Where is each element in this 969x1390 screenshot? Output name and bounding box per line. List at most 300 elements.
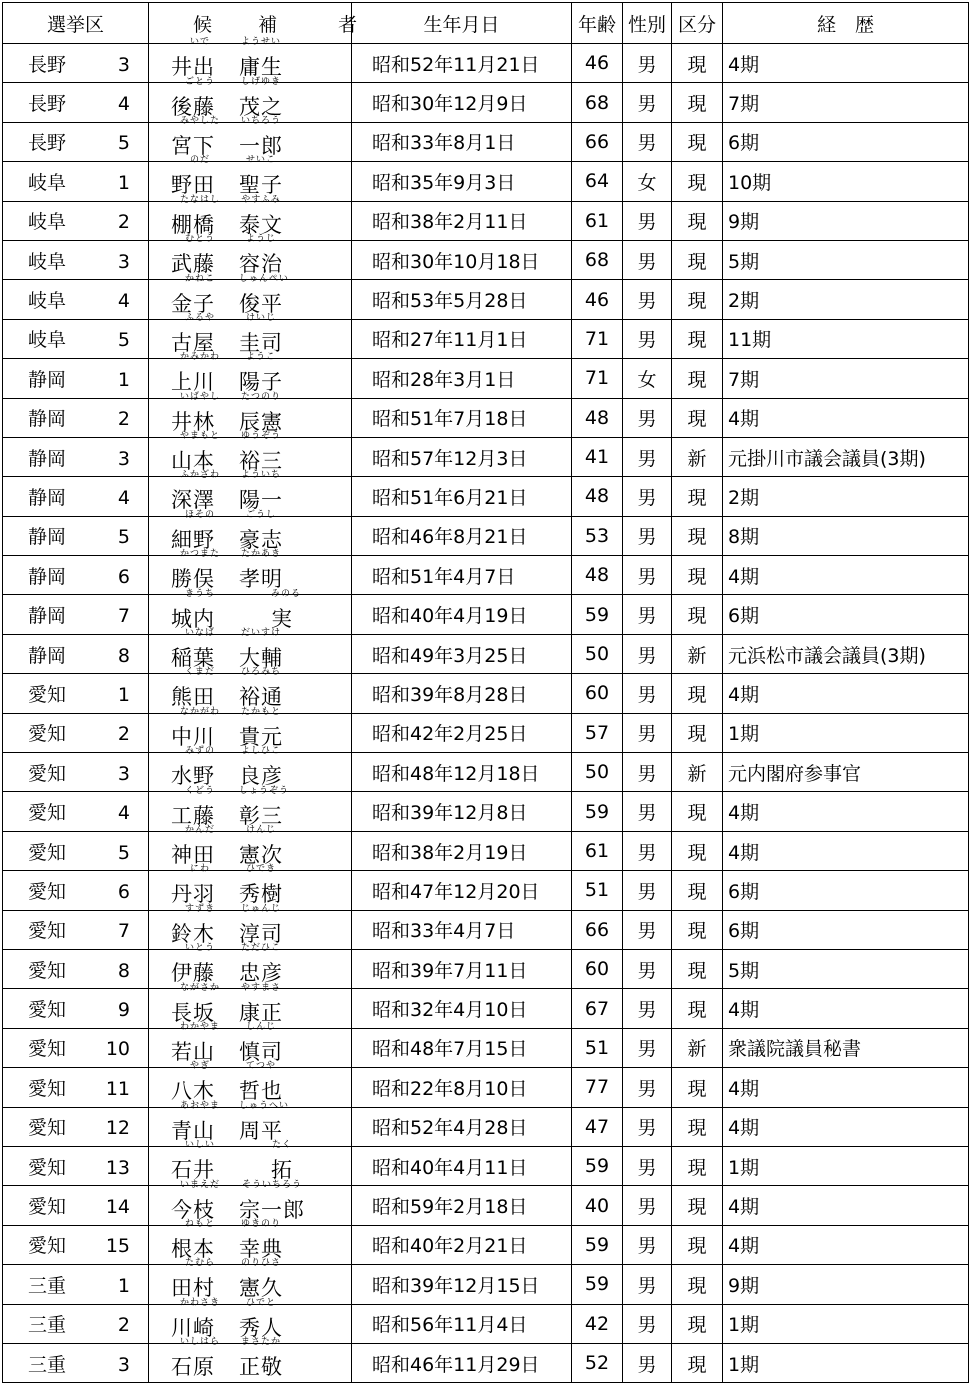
given-name-kanji: 茂之 [239, 94, 283, 119]
prefecture: 愛知 [28, 841, 67, 864]
given-name-furigana: よういち [240, 470, 281, 481]
table-row [3, 1186, 969, 1225]
given-name-furigana: しょうぞう [239, 785, 290, 796]
surname-furigana: くどう [184, 785, 215, 796]
history: 5期 [723, 949, 969, 988]
age: 59 [572, 792, 623, 831]
table-row [3, 556, 969, 595]
age: 71 [572, 359, 623, 398]
district-number: 8 [117, 644, 130, 667]
history: 8期 [723, 516, 969, 555]
prefecture: 静岡 [28, 447, 67, 470]
sex: 男 [623, 1304, 672, 1343]
sex: 男 [623, 1107, 672, 1146]
age: 60 [572, 674, 623, 713]
header-history-label: 経 歴 [816, 13, 874, 36]
kubun: 現 [672, 280, 723, 319]
sex: 女 [623, 359, 672, 398]
surname [171, 982, 229, 1025]
surname-furigana: にわ [189, 864, 210, 875]
given-name-furigana: しんじ [245, 1021, 276, 1032]
table-row [3, 201, 969, 240]
age: 41 [572, 437, 623, 476]
given-name-furigana: ようこ [245, 352, 276, 363]
sex: 男 [623, 122, 672, 161]
given-name [239, 706, 283, 749]
given-name [239, 903, 283, 946]
kubun: 現 [672, 122, 723, 161]
table-row [3, 398, 969, 437]
age: 48 [572, 556, 623, 595]
table-row [3, 1068, 969, 1107]
age: 66 [572, 122, 623, 161]
surname-kanji: 水野 [171, 764, 215, 789]
birth-date: 昭和51年4月7日 [352, 556, 572, 595]
surname [171, 746, 229, 789]
kubun: 新 [672, 753, 723, 792]
given-name-kanji: 豪志 [239, 527, 283, 552]
given-name-kanji: 憲次 [239, 843, 283, 867]
surname [171, 549, 229, 592]
table-row [3, 634, 969, 673]
birth-date: 昭和42年2月25日 [352, 713, 572, 752]
given-name-furigana: じゅんじ [240, 903, 281, 914]
given-name [239, 509, 283, 552]
district-cell [3, 201, 149, 240]
given-name-furigana: しゅうへい [239, 1100, 290, 1111]
sex: 男 [623, 516, 672, 555]
surname [171, 706, 229, 749]
surname-furigana: ごとう [184, 76, 215, 87]
surname [171, 903, 229, 946]
surname-furigana: なかがわ [179, 706, 220, 717]
age: 59 [572, 1225, 623, 1264]
district-number: 4 [117, 93, 130, 116]
surname-furigana: たむら [184, 1258, 215, 1269]
header-name-part: 補 [258, 13, 278, 36]
sex: 男 [623, 1343, 672, 1382]
given-name [239, 1100, 290, 1143]
given-name [239, 391, 283, 434]
given-name-kanji: 慎司 [239, 1039, 283, 1064]
sex: 男 [623, 1225, 672, 1264]
kubun: 現 [672, 831, 723, 870]
age: 40 [572, 1186, 623, 1225]
surname-kanji: 稲葉 [171, 646, 215, 671]
district-cell [3, 989, 149, 1028]
prefecture: 三重 [28, 1314, 67, 1337]
birth-date: 昭和39年7月11日 [352, 949, 572, 988]
surname-kanji: 深澤 [171, 488, 215, 513]
surname [171, 431, 229, 474]
birth-date: 昭和32年4月10日 [352, 989, 572, 1028]
district-cell [3, 871, 149, 910]
table-row [3, 319, 969, 358]
prefecture: 静岡 [28, 486, 67, 509]
given-name-furigana: ひでと [245, 1297, 276, 1308]
district-number: 4 [117, 290, 130, 313]
age: 66 [572, 910, 623, 949]
history: 11期 [723, 319, 969, 358]
sex: 男 [623, 44, 672, 83]
surname-kanji: 八木 [171, 1079, 215, 1104]
given-name-furigana: しげゆき [240, 76, 281, 87]
district-cell [3, 910, 149, 949]
surname [171, 864, 229, 907]
kubun: 新 [672, 634, 723, 673]
birth-date: 昭和59年2月18日 [352, 1186, 572, 1225]
birth-date: 昭和51年6月21日 [352, 477, 572, 516]
header-name-part: 者 [338, 13, 358, 36]
district-cell [3, 792, 149, 831]
table-row [3, 674, 969, 713]
surname-kanji: 根本 [171, 1236, 215, 1261]
sex: 男 [623, 1265, 672, 1304]
birth-date: 昭和57年12月3日 [352, 437, 572, 476]
header-district: 選挙区 [3, 3, 149, 44]
given-name-kanji: 康正 [239, 1000, 283, 1025]
birth-date: 昭和39年12月15日 [352, 1265, 572, 1304]
age: 46 [572, 280, 623, 319]
given-name-kanji: 貴元 [239, 724, 283, 749]
surname [171, 1337, 229, 1380]
table-row [3, 240, 969, 279]
surname-kanji: 伊藤 [171, 961, 215, 986]
given-name-kanji: 一郎 [239, 133, 283, 158]
sex: 男 [623, 556, 672, 595]
history: 4期 [723, 792, 969, 831]
surname-furigana: いで [189, 37, 210, 48]
surname-furigana: きうち [184, 588, 215, 599]
kubun: 新 [672, 1028, 723, 1067]
prefecture: 愛知 [28, 802, 67, 825]
header-row [3, 3, 969, 44]
district-number: 8 [117, 959, 130, 982]
birth-date: 昭和46年11月29日 [352, 1343, 572, 1382]
surname-furigana: たなはし [179, 194, 220, 205]
prefecture: 愛知 [28, 762, 67, 785]
age: 77 [572, 1068, 623, 1107]
district-number: 3 [117, 762, 130, 785]
prefecture: 静岡 [28, 526, 67, 549]
surname [171, 1218, 229, 1261]
surname [171, 628, 229, 671]
given-name-kanji: 忠彦 [239, 961, 283, 986]
given-name-furigana: のりひさ [240, 1258, 281, 1269]
given-name [239, 1337, 283, 1380]
birth-date: 昭和52年11月21日 [352, 44, 572, 83]
history: 4期 [723, 989, 969, 1028]
surname-furigana: かわさき [179, 1297, 220, 1308]
district-number: 2 [117, 1314, 130, 1337]
sex: 男 [623, 910, 672, 949]
given-name [239, 1297, 283, 1340]
age: 47 [572, 1107, 623, 1146]
history: 4期 [723, 556, 969, 595]
given-name-furigana: よしひこ [240, 746, 281, 757]
district-cell [3, 1343, 149, 1382]
district-cell [3, 1028, 149, 1067]
history: 7期 [723, 83, 969, 122]
given-name [271, 588, 302, 631]
surname-kanji: 青山 [171, 1118, 215, 1143]
surname-furigana: あおやま [179, 1100, 220, 1111]
birth-date: 昭和30年12月9日 [352, 83, 572, 122]
table-row [3, 44, 969, 83]
sex: 男 [623, 1146, 672, 1185]
table-row [3, 989, 969, 1028]
given-name-furigana: せいこ [245, 155, 276, 166]
prefecture: 長野 [28, 132, 67, 155]
given-name-kanji: 裕三 [239, 449, 283, 474]
age: 59 [572, 595, 623, 634]
history: 衆議院議員秘書 [723, 1028, 969, 1067]
history: 6期 [723, 910, 969, 949]
given-name-kanji: 幸典 [239, 1236, 283, 1261]
age: 46 [572, 44, 623, 83]
district-cell [3, 280, 149, 319]
sex: 男 [623, 319, 672, 358]
birth-date: 昭和28年3月1日 [352, 359, 572, 398]
given-name-kanji: 実 [271, 606, 293, 631]
age: 61 [572, 201, 623, 240]
surname-kanji: 金子 [171, 291, 215, 316]
candidate-table [2, 2, 969, 1383]
birth-date: 昭和46年8月21日 [352, 516, 572, 555]
surname-furigana: むとう [184, 234, 215, 245]
birth-date: 昭和51年7月18日 [352, 398, 572, 437]
given-name [239, 431, 283, 474]
surname-kanji: 中川 [171, 724, 215, 749]
kubun: 現 [672, 516, 723, 555]
surname-kanji: 井出 [171, 55, 215, 80]
surname-furigana: いしはら [179, 1337, 220, 1348]
given-name-furigana: けいじ [245, 312, 276, 323]
surname-furigana: わかやま [179, 1021, 220, 1032]
district-number: 1 [117, 368, 130, 391]
kubun: 現 [672, 595, 723, 634]
district-number: 1 [117, 1274, 130, 1297]
surname-kanji: 川崎 [171, 1315, 215, 1340]
prefecture: 愛知 [28, 1077, 67, 1100]
district-cell [3, 44, 149, 83]
surname-furigana: いとう [184, 943, 215, 954]
surname [171, 943, 229, 986]
history: 2期 [723, 280, 969, 319]
district-cell [3, 477, 149, 516]
given-name [239, 1021, 283, 1064]
surname [171, 1297, 229, 1340]
birth-date: 昭和38年2月19日 [352, 831, 572, 870]
given-name-kanji: 孝明 [239, 567, 283, 592]
kubun: 現 [672, 910, 723, 949]
given-name-kanji: 宗一郎 [239, 1197, 305, 1222]
district-number: 2 [117, 408, 130, 431]
history: 4期 [723, 44, 969, 83]
sex: 男 [623, 634, 672, 673]
district-number: 3 [117, 1353, 130, 1376]
kubun: 現 [672, 1107, 723, 1146]
birth-date: 昭和53年5月28日 [352, 280, 572, 319]
history: 6期 [723, 122, 969, 161]
given-name-furigana: みのる [271, 588, 302, 599]
kubun: 現 [672, 1225, 723, 1264]
table-body [3, 37, 969, 1383]
table-row [3, 1107, 969, 1146]
age: 50 [572, 634, 623, 673]
surname-kanji: 長坂 [171, 1000, 215, 1025]
given-name [239, 194, 283, 237]
given-name [239, 234, 283, 277]
surname [171, 1140, 229, 1183]
prefecture: 三重 [28, 1353, 67, 1376]
prefecture: 岐阜 [28, 211, 67, 234]
table-row [3, 1304, 969, 1343]
district-number: 4 [117, 486, 130, 509]
age: 48 [572, 398, 623, 437]
surname-furigana: ほその [184, 509, 215, 520]
surname-kanji: 野田 [171, 173, 215, 198]
header-kubun: 区分 [672, 3, 723, 44]
surname [171, 155, 229, 198]
surname [171, 234, 229, 277]
sex: 男 [623, 398, 672, 437]
birth-date: 昭和22年8月10日 [352, 1068, 572, 1107]
given-name-furigana: たつのり [240, 391, 281, 402]
given-name [239, 76, 283, 119]
prefecture: 愛知 [28, 1117, 67, 1140]
kubun: 現 [672, 240, 723, 279]
given-name-kanji: 容治 [239, 252, 283, 277]
district-number: 10 [105, 1038, 130, 1061]
prefecture: 岐阜 [28, 290, 67, 313]
table-row [3, 359, 969, 398]
birth-date: 昭和47年12月20日 [352, 871, 572, 910]
district-cell [3, 162, 149, 201]
district-cell [3, 556, 149, 595]
given-name [239, 628, 283, 671]
surname [171, 588, 229, 631]
district-number: 2 [117, 211, 130, 234]
birth-date: 昭和38年2月11日 [352, 201, 572, 240]
district-cell [3, 1186, 149, 1225]
given-name-furigana: いちろう [240, 115, 281, 126]
surname-furigana: ながさか [179, 982, 220, 993]
kubun: 現 [672, 1265, 723, 1304]
surname-kanji: 後藤 [171, 94, 215, 119]
given-name [239, 1218, 283, 1261]
surname-kanji: 城内 [171, 606, 215, 631]
surname-kanji: 細野 [171, 527, 215, 552]
surname [171, 1061, 229, 1104]
kubun: 新 [672, 437, 723, 476]
given-name-kanji: 哲也 [239, 1079, 283, 1104]
birth-date: 昭和52年4月28日 [352, 1107, 572, 1146]
surname-furigana: やまもと [179, 431, 220, 442]
district-cell [3, 1225, 149, 1264]
sex: 男 [623, 949, 672, 988]
given-name [239, 352, 283, 395]
given-name [239, 864, 283, 907]
table-row [3, 122, 969, 161]
given-name [271, 1140, 293, 1183]
district-cell [3, 240, 149, 279]
surname-kanji: 宮下 [171, 133, 215, 158]
sex: 男 [623, 83, 672, 122]
table-row [3, 753, 969, 792]
given-name-furigana: ゆきのり [240, 1218, 281, 1229]
district-number: 5 [117, 132, 130, 155]
surname-kanji: 勝俣 [171, 567, 215, 592]
sex: 男 [623, 871, 672, 910]
sex: 男 [623, 792, 672, 831]
table-row [3, 831, 969, 870]
prefecture: 静岡 [28, 565, 67, 588]
given-name-kanji: 辰憲 [239, 409, 283, 434]
age: 68 [572, 240, 623, 279]
surname-kanji: 鈴木 [171, 921, 215, 946]
history: 10期 [723, 162, 969, 201]
surname [171, 194, 229, 237]
surname [171, 1021, 229, 1064]
surname [171, 312, 229, 355]
given-name-furigana: たかもと [240, 706, 281, 717]
history: 1期 [723, 1146, 969, 1185]
district-cell [3, 1107, 149, 1146]
district-number: 7 [117, 920, 130, 943]
kubun: 現 [672, 1186, 723, 1225]
surname-kanji: 丹羽 [171, 882, 215, 907]
prefecture: 三重 [28, 1274, 67, 1297]
prefecture: 岐阜 [28, 171, 67, 194]
table-row [3, 1343, 969, 1382]
district-number: 13 [105, 1156, 130, 1179]
history: 1期 [723, 1343, 969, 1382]
surname-furigana: すずき [184, 903, 216, 914]
birth-date: 昭和48年7月15日 [352, 1028, 572, 1067]
age: 71 [572, 319, 623, 358]
surname-furigana: やぎ [189, 1061, 210, 1072]
surname-kanji: 若山 [171, 1039, 215, 1064]
prefecture: 愛知 [28, 683, 67, 706]
sex: 男 [623, 831, 672, 870]
surname-kanji: 田村 [171, 1276, 215, 1301]
given-name-furigana: たく [271, 1140, 292, 1151]
surname [171, 352, 229, 395]
given-name-furigana: ひでき [245, 864, 276, 875]
given-name-furigana: やすふみ [241, 194, 281, 205]
given-name-kanji: 正敬 [239, 1355, 283, 1380]
district-number: 6 [117, 880, 130, 903]
table-row [3, 1146, 969, 1185]
surname-kanji: 石井 [171, 1158, 215, 1183]
district-number: 2 [117, 723, 130, 746]
sex: 男 [623, 240, 672, 279]
history: 元掛川市議会議員(3期) [723, 437, 969, 476]
prefecture: 愛知 [28, 723, 67, 746]
district-cell [3, 1265, 149, 1304]
surname [171, 1258, 229, 1301]
history: 4期 [723, 1107, 969, 1146]
surname-kanji: 武藤 [171, 252, 215, 277]
prefecture: 愛知 [28, 959, 67, 982]
birth-date: 昭和33年4月7日 [352, 910, 572, 949]
district-cell [3, 359, 149, 398]
district-cell [3, 634, 149, 673]
given-name [239, 115, 283, 158]
given-name-furigana: やすまさ [240, 982, 281, 993]
given-name-furigana: ただひこ [240, 943, 281, 954]
